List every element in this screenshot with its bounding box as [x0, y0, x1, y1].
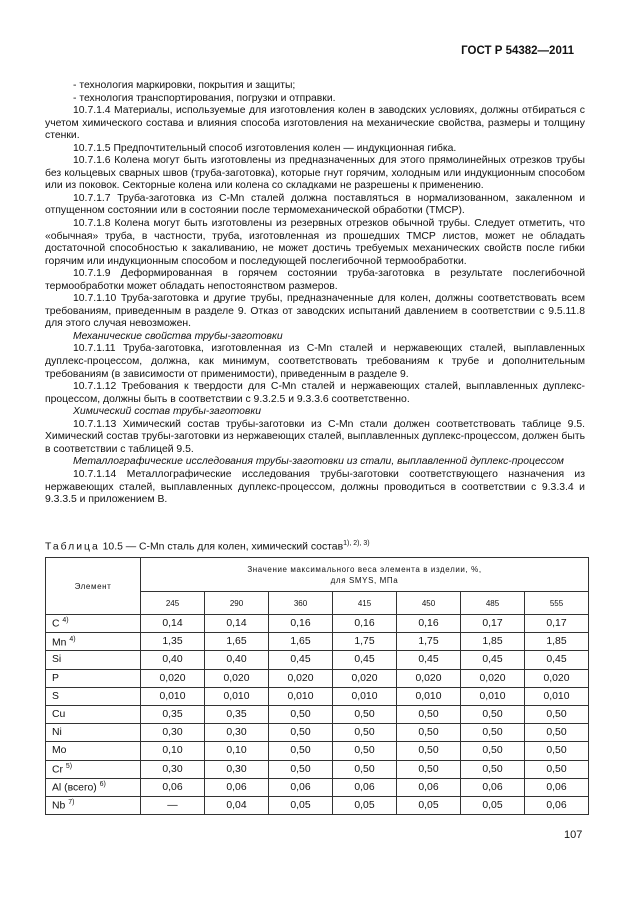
- element-symbol: Cr: [52, 764, 63, 776]
- paragraph: 10.7.1.5 Предпочтительный способ изготовления колен — индукционная гибка.: [73, 142, 457, 154]
- value-cell: 0,30: [141, 760, 205, 778]
- footnote-ref: 4): [62, 617, 69, 625]
- value-cell: 0,010: [205, 687, 269, 705]
- paragraph: 10.7.1.13 Химический состав трубы-заготовки из C-Mn стали должен соответствовать таблице 9.5. Химический состав трубы-заготовки из нержавеющих сталей, выплавленных дуплекс-процессом, должен быть в соответствии с таблицей 9.5.: [45, 418, 585, 455]
- element-symbol: C: [52, 618, 60, 630]
- value-cell: 0,10: [205, 742, 269, 760]
- table-row: [46, 778, 589, 796]
- value-cell: 0,50: [525, 724, 589, 742]
- value-cell: 0,14: [141, 615, 205, 633]
- paragraph: 10.7.1.6 Колена могут быть изготовлены из предназначенных для этого прямолинейных отрезков трубы без кольцевых сварных швов (труба-заготовка), которые гнут горячим, холодным или индукционным способом или из поковок. Секторные колена или колена со складками не разрешены к применению.: [45, 155, 585, 192]
- column-group-header: [141, 558, 589, 592]
- value-cell: 0,50: [461, 724, 525, 742]
- value-cell: 0,50: [333, 724, 397, 742]
- paragraph: 10.7.1.14 Металлографические исследования трубы-заготовки соответствующего назначения из нержавеющих сталей, выплавленных дуплекс-процессом, должны проводиться в соответствии с 9.3.3.4 и 9.3.3.5 и приложением В.: [45, 468, 585, 506]
- footnote-ref: 7): [68, 799, 75, 807]
- value-cell: 0,45: [269, 651, 333, 669]
- table-row: [46, 687, 589, 705]
- table-caption-title: 10.5 — C-Mn сталь для колен, химический состав: [102, 541, 344, 553]
- element-symbol: Si: [52, 654, 62, 666]
- value-cell: 0,020: [525, 669, 589, 687]
- table-row: [46, 760, 589, 778]
- value-cell: 0,010: [269, 687, 333, 705]
- value-cell: 0,16: [333, 615, 397, 633]
- section-subheading: Химический состав трубы-заготовки: [73, 406, 262, 418]
- value-cell: 0,50: [333, 742, 397, 760]
- element-symbol: S: [52, 690, 59, 702]
- table-row: [46, 651, 589, 669]
- value-cell: 0,020: [205, 669, 269, 687]
- table-row: [46, 615, 589, 633]
- value-cell: 0,30: [205, 724, 269, 742]
- table-row: [46, 796, 589, 814]
- value-cell: 0,06: [333, 778, 397, 796]
- column-header-grade: 245: [141, 592, 205, 615]
- element-symbol: P: [52, 672, 59, 684]
- column-header-grade: 360: [269, 592, 333, 615]
- value-cell: 0,35: [205, 705, 269, 723]
- value-cell: 0,020: [333, 669, 397, 687]
- value-cell: 0,50: [333, 760, 397, 778]
- value-cell: 0,50: [397, 724, 461, 742]
- paragraph: 10.7.1.12 Требования к твердости для C-Mn сталей и нержавеющих сталей, выплавленных дуплекс-процессом, должны быть в соответствии с 9.3.2.5 и 9.3.3.6 соответственно.: [45, 381, 585, 405]
- value-cell: 0,50: [269, 760, 333, 778]
- paragraph: - технология транспортирования, погрузки и отправки.: [73, 92, 336, 104]
- footnote-ref: 4): [69, 635, 76, 643]
- value-cell: 1,75: [397, 633, 461, 651]
- element-cell: [46, 760, 141, 778]
- element-cell: [46, 651, 141, 669]
- paragraph: 10.7.1.9 Деформированная в горячем состоянии труба-заготовка в результате послегибочной термообработки может обладать непостоянством размеров.: [45, 268, 585, 292]
- column-header-grade: 415: [333, 592, 397, 615]
- element-cell: [46, 796, 141, 814]
- value-cell: 0,010: [461, 687, 525, 705]
- value-cell: 0,30: [141, 724, 205, 742]
- element-symbol: Al (всего): [52, 782, 97, 794]
- paragraph: 10.7.1.4 Материалы, используемые для изготовления колен в заводских условиях, должны отбираться с учетом химического состава и влияния способа изготовления на механические свойства, размеры и толщину стенки.: [45, 105, 585, 142]
- table-row: [46, 705, 589, 723]
- element-cell: [46, 633, 141, 651]
- element-cell: [46, 778, 141, 796]
- element-symbol: Cu: [52, 709, 66, 721]
- value-cell: 1,75: [333, 633, 397, 651]
- value-cell: 1,65: [205, 633, 269, 651]
- paragraph: 10.7.1.11 Труба-заготовка, изготовленная из C-Mn сталей и нержавеющих сталей, выплавленных дуплекс-процессом, должна, как минимум, соответствовать требованиям к трубе и дополнительным требованиям (в зависимости от применимости), приведенным в разделе 9.: [45, 343, 585, 380]
- element-cell: [46, 705, 141, 723]
- column-group-header-line1: Значение максимального веса элемента в изделии, %,: [247, 564, 482, 574]
- value-cell: 0,45: [525, 651, 589, 669]
- value-cell: 0,50: [525, 705, 589, 723]
- table-caption-word: Таблица: [45, 541, 100, 553]
- value-cell: 0,17: [525, 615, 589, 633]
- value-cell: 0,50: [333, 705, 397, 723]
- value-cell: —: [141, 796, 205, 814]
- value-cell: 0,50: [397, 742, 461, 760]
- value-cell: 0,30: [205, 760, 269, 778]
- value-cell: 0,06: [461, 778, 525, 796]
- table-row: [46, 742, 589, 760]
- paragraph: 10.7.1.8 Колена могут быть изготовлены из резервных отрезков обычной трубы. Следует отметить, что «обычная» труба, в частности, труба, изготовленная из прошедших ТМСР листов, может не обладать достаточной способностью к закаливанию, не может достичь требуемых механических свойств после гибки горячим или индукционным способом и последующей послегибочной термообработки.: [45, 218, 585, 267]
- element-symbol: Ni: [52, 727, 62, 739]
- value-cell: 0,50: [525, 760, 589, 778]
- value-cell: 0,40: [205, 651, 269, 669]
- column-header-element: Элемент: [46, 558, 141, 615]
- value-cell: 0,50: [461, 760, 525, 778]
- value-cell: 0,06: [205, 778, 269, 796]
- element-cell: [46, 669, 141, 687]
- value-cell: 0,06: [525, 778, 589, 796]
- table-caption-footnotes: 1), 2), 3): [343, 540, 370, 547]
- value-cell: 0,50: [397, 760, 461, 778]
- value-cell: 0,16: [397, 615, 461, 633]
- value-cell: 0,10: [141, 742, 205, 760]
- value-cell: 0,06: [269, 778, 333, 796]
- value-cell: 0,50: [525, 742, 589, 760]
- value-cell: 0,020: [141, 669, 205, 687]
- value-cell: 0,14: [205, 615, 269, 633]
- column-group-header-line2: для SMYS, МПа: [330, 575, 399, 585]
- element-cell: [46, 687, 141, 705]
- body-text: [45, 80, 585, 507]
- value-cell: 0,50: [461, 705, 525, 723]
- value-cell: 0,010: [525, 687, 589, 705]
- element-symbol: Mo: [52, 745, 67, 757]
- table-row: [46, 633, 589, 651]
- footnote-ref: 5): [65, 762, 73, 770]
- paragraph: 10.7.1.7 Труба-заготовка из C-Mn сталей должна поставляться в нормализованном, закаленном и отпущенном состоянии или в состоянии после термомеханической обработки (ТМСР).: [45, 192, 585, 217]
- value-cell: 0,05: [397, 796, 461, 814]
- value-cell: 0,50: [397, 705, 461, 723]
- value-cell: 0,05: [269, 796, 333, 814]
- value-cell: 0,06: [141, 778, 205, 796]
- paragraph: - технология маркировки, покрытия и защиты;: [73, 80, 296, 91]
- value-cell: 1,85: [461, 633, 525, 651]
- table-row: [46, 669, 589, 687]
- value-cell: 0,010: [397, 687, 461, 705]
- section-subheading: Механические свойства трубы-заготовки: [73, 330, 283, 342]
- value-cell: 0,05: [333, 796, 397, 814]
- element-symbol: Mn: [52, 637, 67, 649]
- value-cell: 0,16: [269, 615, 333, 633]
- section-subheading: Металлографические исследования трубы-заготовки из стали, выплавленной дуплекс-процессом: [73, 456, 564, 468]
- value-cell: 0,40: [141, 651, 205, 669]
- value-cell: 0,17: [461, 615, 525, 633]
- value-cell: 1,35: [141, 633, 205, 651]
- value-cell: 0,50: [269, 705, 333, 723]
- page-number: 107: [564, 829, 583, 841]
- chemical-composition-table: [45, 557, 589, 815]
- element-cell: [46, 615, 141, 633]
- value-cell: 0,06: [525, 796, 589, 814]
- value-cell: 0,020: [461, 669, 525, 687]
- value-cell: 0,05: [461, 796, 525, 814]
- value-cell: 0,45: [397, 651, 461, 669]
- value-cell: 0,020: [269, 669, 333, 687]
- table-row: [46, 724, 589, 742]
- value-cell: 0,45: [461, 651, 525, 669]
- value-cell: 0,35: [141, 705, 205, 723]
- column-header-grade: 290: [205, 592, 269, 615]
- value-cell: 0,04: [205, 796, 269, 814]
- table-caption: [45, 540, 590, 552]
- value-cell: 0,020: [397, 669, 461, 687]
- column-header-grade: 450: [397, 592, 461, 615]
- value-cell: 0,06: [397, 778, 461, 796]
- element-cell: [46, 742, 141, 760]
- value-cell: 1,85: [525, 633, 589, 651]
- column-header-grade: 555: [525, 592, 589, 615]
- column-header-grade: 485: [461, 592, 525, 615]
- document-header: ГОСТ Р 54382—2011: [461, 45, 574, 57]
- paragraph: 10.7.1.10 Труба-заготовка и другие трубы, предназначенные для колен, должны соответствовать всем требованиям, приведенным в разделе 9. Отказ от заводских испытаний давлением в соответствии с 9.5.11.8 для этого случая невозможен.: [45, 293, 585, 330]
- value-cell: 0,010: [141, 687, 205, 705]
- element-symbol: Nb: [52, 800, 66, 812]
- value-cell: 0,50: [269, 742, 333, 760]
- value-cell: 0,50: [461, 742, 525, 760]
- value-cell: 1,65: [269, 633, 333, 651]
- element-cell: [46, 724, 141, 742]
- footnote-ref: 6): [99, 781, 106, 789]
- value-cell: 0,50: [269, 724, 333, 742]
- value-cell: 0,010: [333, 687, 397, 705]
- value-cell: 0,45: [333, 651, 397, 669]
